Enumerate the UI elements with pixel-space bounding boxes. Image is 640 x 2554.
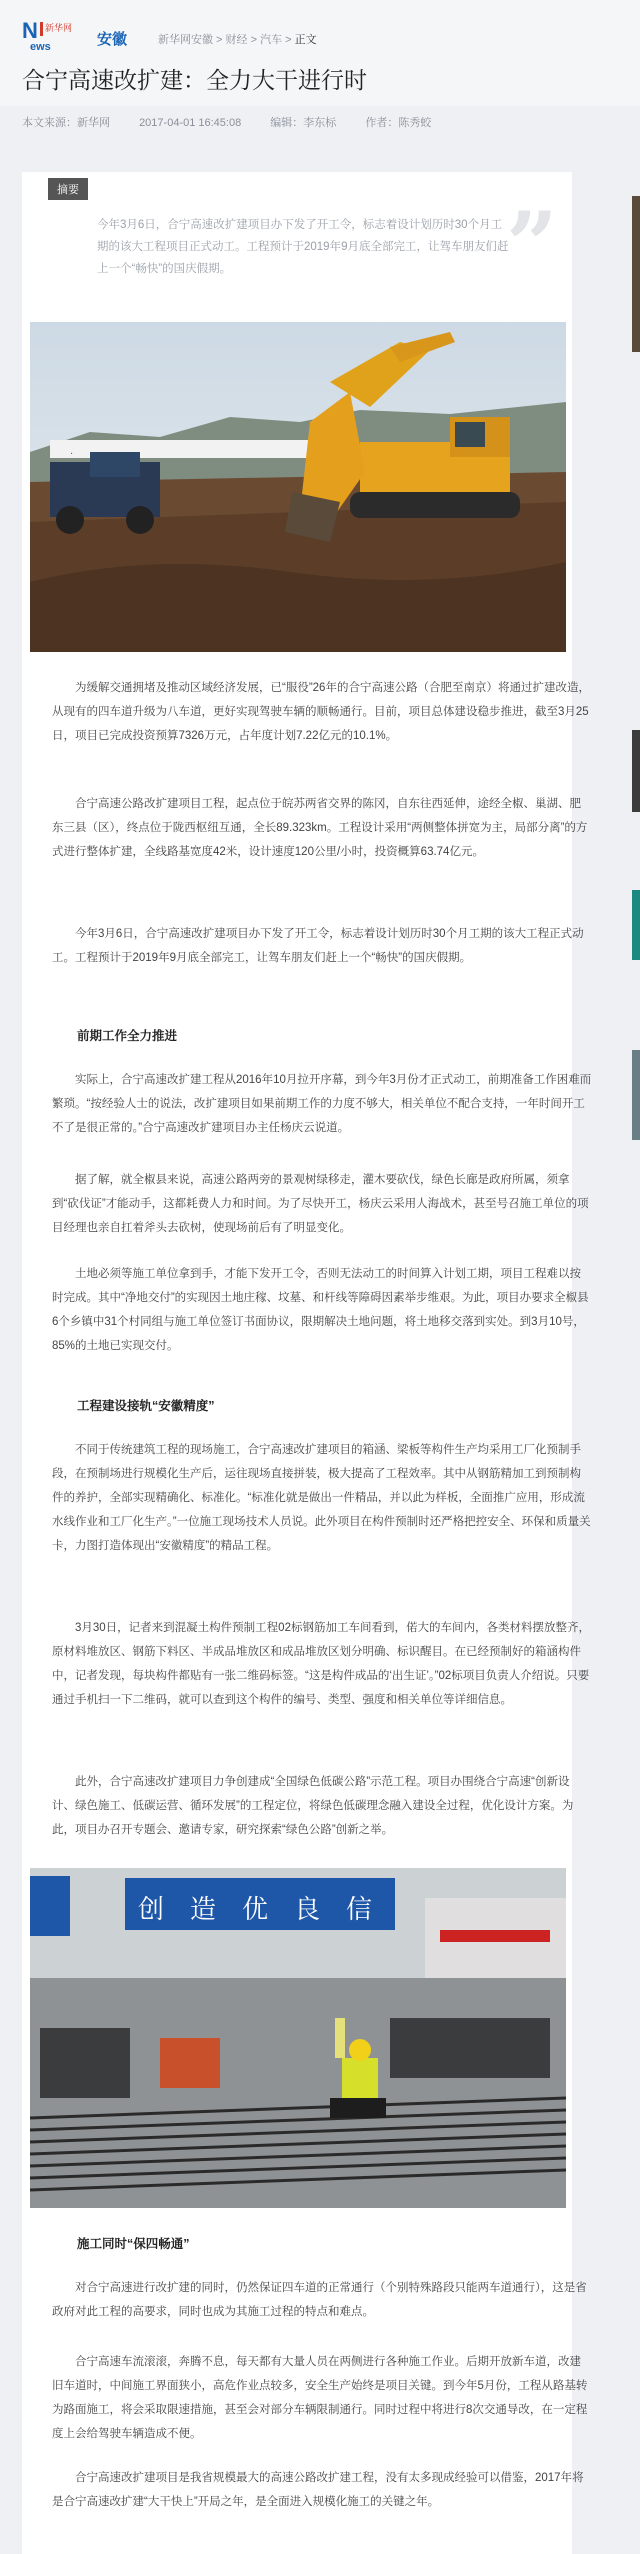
paragraph: 不同于传统建筑工程的现场施工，合宁高速改扩建项目的箱涵、梁板等构件生产均采用工厂化预制手段，在预制场进行规模化生产后，运往现场直接拼装，极大提高了工程效率。其中从钢筋精加工到预制构件的养护，全部实现精确化、标准化。“标准化就是做出一件精品，并以此为样板，全面推广应用，形成流水线作业和工厂化生产。”一位施工现场技术人员说。此外项目在构件预制时还严格把控安全、环保和质量关卡，力图打造体现出“安徽精度”的精品工程。	[52, 1444, 591, 1552]
banner-char: 创	[138, 1895, 165, 1925]
article-summary: 今年3月6日，合宁高速改扩建项目办下发了开工令，标志着设计划历时30个月工期的该大工程项目正式动工。工程预计于2019年9月底全部完工，让驾车朋友们赶上一个“畅快”的国庆假期。	[97, 219, 509, 275]
region-label[interactable]: 安徽	[97, 31, 128, 48]
section-heading: 前期工作全力推进	[77, 1029, 178, 1043]
paragraph: 合宁高速公路改扩建项目工程，起点位于皖苏两省交界的陈冈，自东往西延伸，途经全椒、巢湖、肥东三县（区），终点位于陇西枢纽互通，全长89.323km。工程设计采用“两侧整体拼宽为主，局部分离”的方式进行整体扩建，全线路基宽度42米，设计速度120公里/小时，投资概算63.74亿元。	[52, 798, 588, 858]
sidebar-thumb[interactable]	[632, 196, 640, 352]
banner-char: 造	[190, 1895, 217, 1925]
article-meta	[22, 114, 457, 130]
excavator-photo	[30, 322, 566, 652]
paragraph: 此外，合宁高速改扩建项目力争创建成“全国绿色低碳公路”示范工程。项目办围绕合宁高速“创新设计、绿色施工、低碳运营、循环发展”的工程定位，将绿色低碳理念融入建设全过程，优化设计方案。为此，项目办召开专题会、邀请专家，研究探索“绿色公路”创新之举。	[52, 1776, 574, 1836]
factory-photo	[30, 1868, 566, 2208]
paragraph: 对合宁高速进行改扩建的同时，仍然保证四车道的正常通行（个别特殊路段只能两车道通行），这是省政府对此工程的高要求，同时也成为其施工过程的特点和难点。	[52, 2282, 587, 2318]
section-heading: 工程建设接轨“安徽精度”	[77, 1399, 215, 1413]
logo-mark	[22, 18, 84, 54]
banner-char: 信	[346, 1895, 373, 1925]
article-source: 本文来源：新华网	[22, 117, 110, 129]
summary-tag: 摘要	[48, 178, 88, 200]
breadcrumb: 新华网安徽 > 财经 > 汽车 > 正文	[158, 34, 317, 46]
paragraph: 为缓解交通拥堵及推动区域经济发展，已“服役”26年的合宁高速公路（合肥至南京）将通过扩建改造，从现有的四车道升级为八车道，更好实现驾驶车辆的顺畅通行。目前，项目总体建设稳步推进，截至3月25日，项目已完成投资预算7326万元，占年度计划7.22亿元的10.1%。	[52, 682, 590, 742]
logo-sub: ews	[30, 41, 51, 53]
article-author: 作者：陈秀蛟	[365, 117, 432, 129]
paragraph: 实际上，合宁高速改扩建工程从2016年10月拉开序幕，到今年3月份才正式动工，前期准备工作困难而繁琐。“按经验人士的说法，改扩建项目如果前期工作的力度不够大，相关单位不配合支持，一年时间开工不了是很正常的。”合宁高速改扩建项目办主任杨庆云说道。	[52, 1074, 592, 1134]
banner-char: 优	[242, 1895, 269, 1925]
paragraph: 3月30日，记者来到混凝土构件预制工程02标钢筋加工车间看到，偌大的车间内，各类材料摆放整齐，原材料堆放区、钢筋下料区、半成品堆放区和成品堆放区划分明确、标识醒目。在已经预制好的箱涵构件中，记者发现，每块构件都贴有一张二维码标签。“这是构件成品的‘出生证’。”02标项目负责人介绍说。只要通过手机扫一下二维码，就可以查到这个构件的编号、类型、强度和相关单位等详细信息。	[52, 1622, 590, 1706]
sidebar-thumb[interactable]	[632, 1050, 640, 1140]
banner-char: 良	[294, 1895, 321, 1925]
quote-mark-icon: ”	[506, 192, 558, 298]
breadcrumb-item[interactable]: 新华网安徽	[158, 34, 213, 46]
sidebar-thumb[interactable]	[632, 890, 640, 960]
breadcrumb-current: 正文	[294, 34, 317, 46]
site-header	[0, 0, 640, 106]
svg-text:新华网: 新华网	[45, 23, 73, 33]
xinhua-logo[interactable]	[22, 18, 84, 54]
svg-text:N: N	[22, 18, 38, 43]
breadcrumb-item[interactable]: 财经	[225, 34, 248, 46]
paragraph: 合宁高速改扩建项目是我省规模最大的高速公路改扩建工程，没有太多现成经验可以借鉴，2017年将是合宁高速改扩建“大干快上”开局之年，是全面进入规模化施工的关键之年。	[52, 2472, 584, 2508]
paragraph: 土地必须等施工单位拿到手，才能下发开工令，否则无法动工的时间算入计划工期，项目工程难以按时完成。其中“净地交付”的实现因土地庄稼、坟墓、和杆线等障碍因素举步维艰。为此，项目办要求全椒县6个乡镇中31个村同组与施工单位签订书面协议，限期解决土地问题，将土地移交落到实处。到3月10号，85%的土地已实现交付。	[52, 1268, 589, 1352]
paragraph: 合宁高速车流滚滚，奔腾不息，每天都有大量人员在两侧进行各种施工作业。后期开放新车道，改建旧车道时，中间施工界面狭小，高危作业点较多，安全生产始终是项目关键。到今年5月份，工程从路基转为路面施工，将会采取限速措施，甚至会对部分车辆限制通行。同时过程中将进行8次交通导改，在一定程度上会给驾驶车辆造成不便。	[52, 2356, 588, 2440]
paragraph: 据了解，就全椒县来说，高速公路两旁的景观树绿移走，灌木要砍伐，绿色长廊是政府所属，须拿到“砍伐证”才能动手，这都耗费人力和时间。为了尽快开工，杨庆云采用人海战术，甚至号召施工单位的项目经理也亲自扛着斧头去砍树，使现场前后有了明显变化。	[52, 1174, 589, 1234]
breadcrumb-item[interactable]: 汽车	[260, 34, 283, 46]
article-editor: 编辑：李东标	[270, 117, 337, 129]
article-title: 合宁高速改扩建：全力大干进行时	[22, 67, 367, 93]
article-date: 2017-04-01 16:45:08	[139, 117, 242, 129]
sidebar-thumb[interactable]	[632, 730, 640, 812]
section-heading: 施工同时“保四畅通”	[77, 2237, 190, 2251]
svg-text:.: .	[70, 446, 74, 457]
paragraph: 今年3月6日，合宁高速改扩建项目办下发了开工令，标志着设计划历时30个月工期的该大工程正式动工。工程预计于2019年9月底全部完工，让驾车朋友们赶上一个“畅快”的国庆假期。	[52, 928, 584, 964]
